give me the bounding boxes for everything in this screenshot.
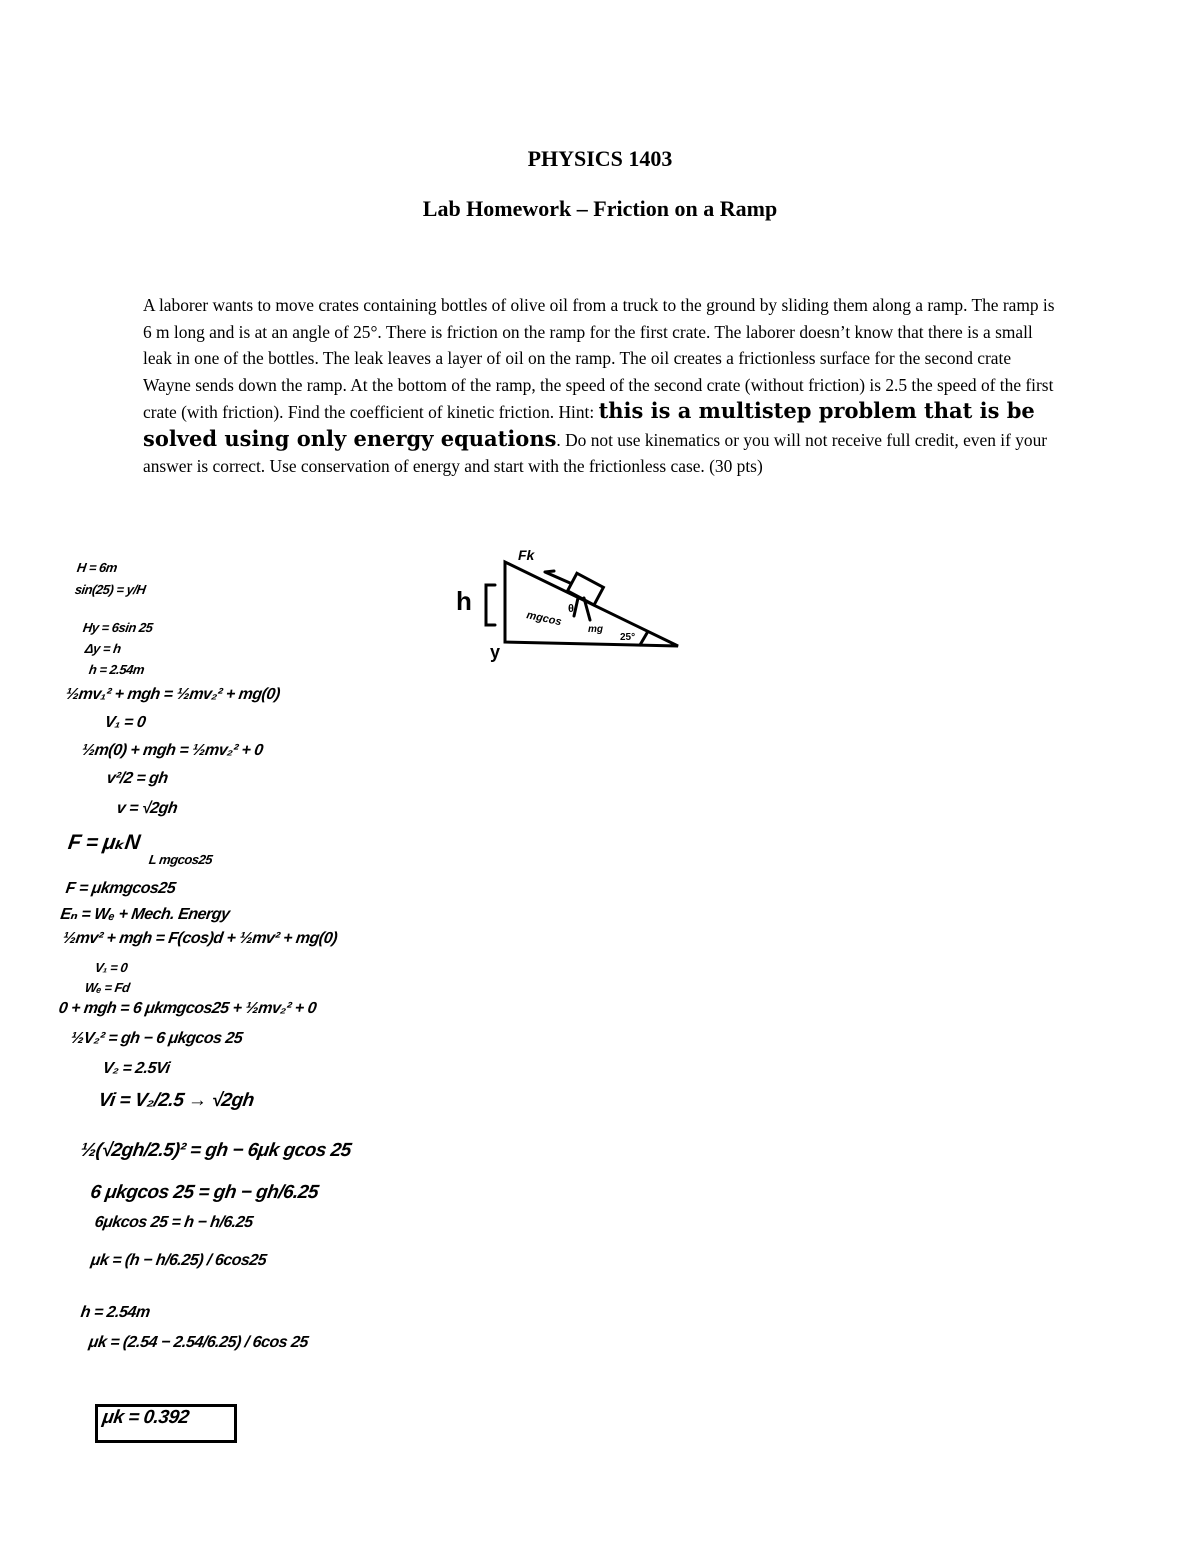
work-line: ½V₂² = gh − 6 μkgcos 25 bbox=[69, 1030, 244, 1047]
work-line: ½mv₁² + mgh = ½mv₂² + mg(0) bbox=[64, 686, 281, 703]
work-line: ½(√2gh/2.5)² = gh − 6μk gcos 25 bbox=[79, 1140, 353, 1161]
diagram-label-weight: mg bbox=[588, 624, 603, 635]
course-title: PHYSICS 1403 bbox=[527, 146, 673, 171]
work-line: μk = (2.54 − 2.54/6.25) / 6cos 25 bbox=[87, 1334, 310, 1351]
work-line: ½mv² + mgh = F(cos)d + ½mv² + mg(0) bbox=[61, 930, 339, 947]
work-line: Eₙ = Wₑ + Mech. Energy bbox=[59, 906, 231, 923]
work-line: h = 2.54m bbox=[79, 1304, 151, 1321]
height-bracket bbox=[486, 585, 495, 625]
work-line: V₁ = 0 bbox=[103, 714, 147, 731]
diagram-label-theta: θ bbox=[568, 603, 574, 615]
work-line: Wₑ = Fd bbox=[83, 980, 131, 995]
work-line: 6μkcos 25 = h − h/6.25 bbox=[93, 1214, 254, 1231]
work-line: v²/2 = gh bbox=[105, 770, 169, 787]
work-line: L mgcos25 bbox=[147, 852, 214, 867]
problem-hint-bold: this is a multistep problem that is be solved using only energy equations bbox=[143, 398, 1035, 451]
ramp-diagram bbox=[450, 540, 690, 670]
work-line: h = 2.54m bbox=[87, 662, 146, 677]
problem-text-before: A laborer wants to move crates containing bottles of olive oil from a truck to the ground by sliding them along a ramp. The ramp is 6 m long and is at an angle of 25°. There is friction on the ramp for the first crate. The laborer doesn’t know that there is a small leak in one of the bottles. The leak leaves a layer of oil on the ramp. The oil creates a frictionless surface for the second crate Wayne sends down the ramp. At the bottom of the ramp, the speed of the second crate (without friction) is 2.5 the speed of the first crate (with friction). Find the coefficient of kinetic friction. Hint: bbox=[143, 295, 1055, 422]
work-line: F = μkmgcos25 bbox=[64, 880, 177, 897]
work-line: Δy = h bbox=[83, 641, 122, 656]
work-line: ½m(0) + mgh = ½mv₂² + 0 bbox=[80, 742, 264, 759]
problem-text-after: . Do not use kinematics or you will not receive full credit, even if your answer is correct. Use conservation of energy and start with the frictionless case. (30 pts) bbox=[143, 429, 1048, 476]
work-line: v = √2gh bbox=[115, 800, 179, 817]
diagram-label-angle: 25° bbox=[620, 632, 636, 643]
work-line: sin(25) = y/H bbox=[73, 582, 147, 597]
force-arrow bbox=[545, 571, 570, 583]
work-line: F = μₖN bbox=[66, 831, 142, 854]
work-line: V₂ = 2.5Vi bbox=[101, 1060, 171, 1077]
diagram-label-top: Fk bbox=[518, 547, 535, 563]
work-line: 0 + mgh = 6 μkmgcos25 + ½mv₂² + 0 bbox=[57, 1000, 318, 1017]
normal-arrow bbox=[574, 598, 578, 616]
work-line: Hy = 6sin 25 bbox=[81, 620, 154, 635]
assignment-title: Lab Homework – Friction on a Ramp bbox=[422, 196, 778, 221]
diagram-label-y: y bbox=[490, 642, 501, 662]
angle-arc-line bbox=[640, 633, 647, 645]
work-line: 6 μkgcos 25 = gh − gh/6.25 bbox=[89, 1182, 320, 1203]
work-line: H = 6m bbox=[75, 560, 118, 575]
diagram-label-normal: mgcos bbox=[525, 609, 563, 629]
work-line: μk = (h − h/6.25) / 6cos25 bbox=[89, 1252, 268, 1269]
work-line: V₁ = 0 bbox=[93, 960, 129, 975]
problem-statement bbox=[143, 292, 1058, 480]
diagram-label-h: h bbox=[456, 586, 472, 616]
final-answer: μk = 0.392 bbox=[101, 1407, 191, 1428]
work-line: Vi = V₂/2.5 → √2gh bbox=[97, 1090, 256, 1111]
